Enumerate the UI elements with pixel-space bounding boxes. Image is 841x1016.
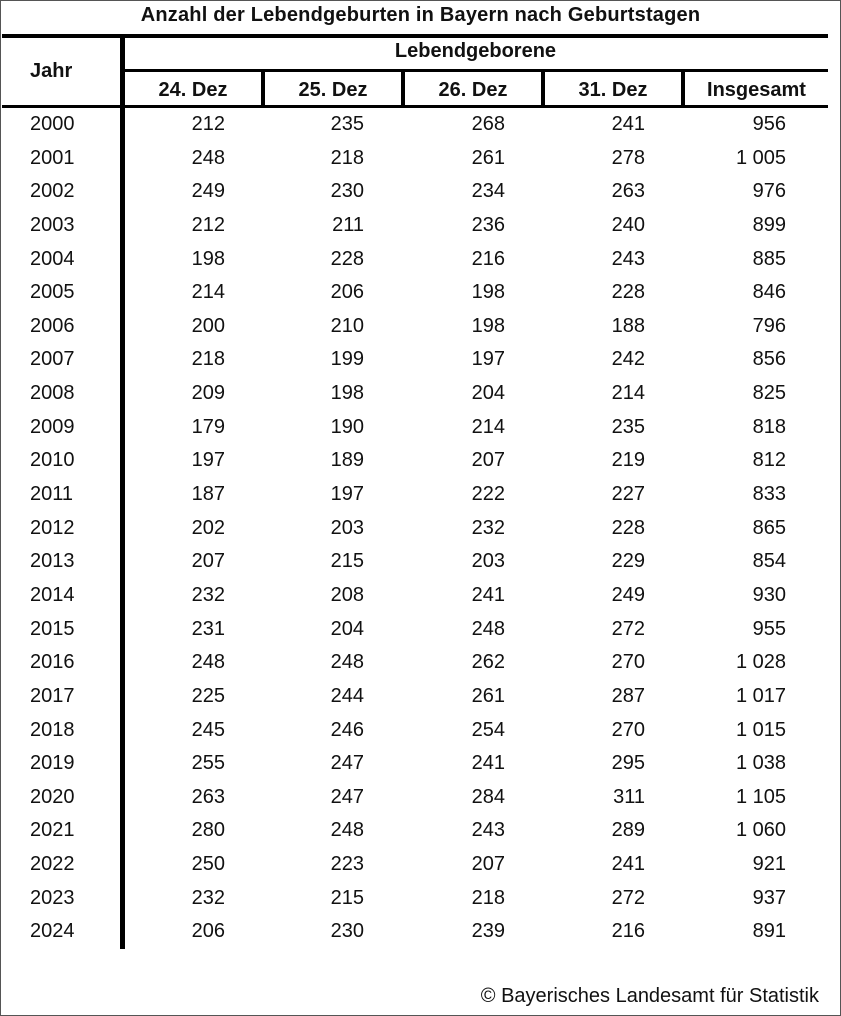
cell-insgesamt: 856 xyxy=(752,348,786,371)
cell-26-dez: 254 xyxy=(471,718,505,741)
cell-26-dez: 222 xyxy=(471,483,505,506)
cell-31-dez: 272 xyxy=(611,886,645,909)
cell-26-dez: 207 xyxy=(471,449,505,472)
cell-24-dez: 218 xyxy=(191,348,225,371)
cell-26-dez: 239 xyxy=(471,920,505,943)
col-header-26-dez: 26. Dez xyxy=(438,79,508,101)
col-header-24-dez: 24. Dez xyxy=(158,79,228,101)
table-row xyxy=(0,478,841,512)
cell-25-dez: 197 xyxy=(330,483,364,506)
cell-25-dez: 208 xyxy=(330,583,364,606)
table-title: Anzahl der Lebendgeburten in Bayern nach Geburtstagen xyxy=(140,4,701,26)
col-header-25-dez: 25. Dez xyxy=(298,79,368,101)
cell-31-dez: 216 xyxy=(611,920,645,943)
cell-year: 2022 xyxy=(30,853,75,876)
table-row xyxy=(0,915,841,949)
cell-year: 2004 xyxy=(30,247,75,270)
cell-25-dez: 211 xyxy=(332,213,364,236)
cell-year: 2021 xyxy=(30,819,75,842)
cell-year: 2019 xyxy=(30,752,75,775)
cell-year: 2001 xyxy=(30,146,75,169)
table-row xyxy=(0,882,841,916)
cell-31-dez: 272 xyxy=(611,617,645,640)
cell-24-dez: 207 xyxy=(191,550,225,573)
cell-31-dez: 295 xyxy=(611,752,645,775)
cell-25-dez: 223 xyxy=(330,853,364,876)
cell-24-dez: 209 xyxy=(191,382,225,405)
cell-31-dez: 241 xyxy=(611,113,645,135)
cell-26-dez: 207 xyxy=(471,853,505,876)
cell-year: 2005 xyxy=(30,281,75,304)
table-row xyxy=(0,545,841,579)
cell-25-dez: 247 xyxy=(330,752,364,775)
cell-25-dez: 248 xyxy=(330,651,364,674)
cell-year: 2017 xyxy=(30,684,75,707)
col-header-31-dez: 31. Dez xyxy=(578,79,648,101)
cell-26-dez: 236 xyxy=(471,213,505,236)
cell-year: 2010 xyxy=(30,449,75,472)
cell-24-dez: 250 xyxy=(191,853,225,876)
cell-24-dez: 280 xyxy=(191,819,225,842)
cell-insgesamt: 955 xyxy=(752,617,786,640)
cell-insgesamt: 891 xyxy=(752,920,786,943)
cell-year: 2015 xyxy=(30,617,75,640)
cell-26-dez: 232 xyxy=(471,516,505,539)
table-row xyxy=(0,243,841,277)
cell-insgesamt: 818 xyxy=(752,415,786,438)
cell-24-dez: 212 xyxy=(191,213,225,236)
header-lebendgeborene: Lebendgeborene xyxy=(394,40,557,62)
cell-insgesamt: 796 xyxy=(752,314,786,337)
cell-25-dez: 199 xyxy=(330,348,364,371)
cell-insgesamt: 1 060 xyxy=(735,819,786,842)
cell-31-dez: 270 xyxy=(611,651,645,674)
cell-31-dez: 214 xyxy=(611,382,645,405)
cell-insgesamt: 865 xyxy=(752,516,786,539)
cell-26-dez: 241 xyxy=(471,752,505,775)
cell-25-dez: 198 xyxy=(330,382,364,405)
cell-31-dez: 270 xyxy=(611,718,645,741)
cell-insgesamt: 885 xyxy=(752,247,786,270)
cell-25-dez: 215 xyxy=(330,550,364,573)
cell-insgesamt: 1 038 xyxy=(735,752,786,775)
cell-26-dez: 197 xyxy=(471,348,505,371)
cell-31-dez: 241 xyxy=(611,853,645,876)
cell-insgesamt: 812 xyxy=(752,449,786,472)
header-jahr: Jahr xyxy=(30,60,73,82)
cell-25-dez: 215 xyxy=(330,886,364,909)
cell-25-dez: 248 xyxy=(330,819,364,842)
table-row xyxy=(0,848,841,882)
cell-insgesamt: 1 015 xyxy=(735,718,786,741)
table-row xyxy=(0,814,841,848)
cell-31-dez: 287 xyxy=(611,684,645,707)
cell-insgesamt: 833 xyxy=(752,483,786,506)
cell-25-dez: 246 xyxy=(330,718,364,741)
cell-25-dez: 203 xyxy=(330,516,364,539)
cell-31-dez: 243 xyxy=(611,247,645,270)
table-row xyxy=(0,175,841,209)
cell-31-dez: 188 xyxy=(611,314,645,337)
cell-insgesamt: 1 017 xyxy=(735,684,786,707)
cell-year: 2013 xyxy=(30,550,75,573)
cell-insgesamt: 1 105 xyxy=(735,785,786,808)
cell-24-dez: 212 xyxy=(191,113,225,135)
cell-31-dez: 311 xyxy=(613,785,645,808)
cell-24-dez: 198 xyxy=(191,247,225,270)
cell-24-dez: 187 xyxy=(191,483,225,506)
cell-year: 2023 xyxy=(30,886,75,909)
cell-25-dez: 230 xyxy=(330,180,364,203)
table-row xyxy=(0,343,841,377)
cell-insgesamt: 976 xyxy=(752,180,786,203)
cell-insgesamt: 937 xyxy=(752,886,786,909)
cell-26-dez: 204 xyxy=(471,382,505,405)
cell-24-dez: 200 xyxy=(191,314,225,337)
copyright-footer: © Bayerisches Landesamt für Statistik xyxy=(480,985,819,1007)
cell-year: 2018 xyxy=(30,718,75,741)
table-row xyxy=(0,276,841,310)
cell-25-dez: 218 xyxy=(330,146,364,169)
cell-31-dez: 278 xyxy=(611,146,645,169)
table-row xyxy=(0,579,841,613)
cell-25-dez: 204 xyxy=(330,617,364,640)
cell-31-dez: 228 xyxy=(611,516,645,539)
cell-25-dez: 247 xyxy=(330,785,364,808)
cell-26-dez: 198 xyxy=(471,314,505,337)
cell-26-dez: 243 xyxy=(471,819,505,842)
cell-insgesamt: 1 028 xyxy=(735,651,786,674)
cell-25-dez: 235 xyxy=(330,113,364,135)
table-row xyxy=(0,209,841,243)
cell-insgesamt: 854 xyxy=(752,550,786,573)
cell-insgesamt: 930 xyxy=(752,583,786,606)
cell-25-dez: 244 xyxy=(330,684,364,707)
cell-year: 2003 xyxy=(30,213,75,236)
cell-31-dez: 289 xyxy=(611,819,645,842)
cell-25-dez: 189 xyxy=(330,449,364,472)
cell-26-dez: 234 xyxy=(471,180,505,203)
cell-31-dez: 229 xyxy=(611,550,645,573)
cell-25-dez: 230 xyxy=(330,920,364,943)
cell-26-dez: 218 xyxy=(471,886,505,909)
cell-26-dez: 248 xyxy=(471,617,505,640)
cell-25-dez: 228 xyxy=(330,247,364,270)
cell-insgesamt: 956 xyxy=(752,113,786,135)
table-row xyxy=(0,714,841,748)
cell-insgesamt: 1 005 xyxy=(735,146,786,169)
cell-year: 2009 xyxy=(30,415,75,438)
cell-26-dez: 216 xyxy=(471,247,505,270)
table-row xyxy=(0,680,841,714)
cell-31-dez: 249 xyxy=(611,583,645,606)
cell-24-dez: 232 xyxy=(191,886,225,909)
cell-insgesamt: 921 xyxy=(752,853,786,876)
cell-24-dez: 231 xyxy=(191,617,225,640)
cell-year: 2011 xyxy=(30,483,74,506)
cell-24-dez: 197 xyxy=(191,449,225,472)
rule-group xyxy=(124,69,828,72)
cell-24-dez: 249 xyxy=(191,180,225,203)
cell-25-dez: 210 xyxy=(330,314,364,337)
cell-31-dez: 263 xyxy=(611,180,645,203)
table-row xyxy=(0,781,841,815)
table-row xyxy=(0,411,841,445)
cell-year: 2000 xyxy=(30,113,75,135)
cell-year: 2007 xyxy=(30,348,75,371)
table-row xyxy=(0,377,841,411)
table-row xyxy=(0,747,841,781)
cell-24-dez: 248 xyxy=(191,146,225,169)
cell-year: 2014 xyxy=(30,583,75,606)
cell-24-dez: 255 xyxy=(191,752,225,775)
cell-31-dez: 228 xyxy=(611,281,645,304)
cell-year: 2012 xyxy=(30,516,75,539)
table-row xyxy=(0,646,841,680)
cell-26-dez: 261 xyxy=(471,684,505,707)
cell-24-dez: 248 xyxy=(191,651,225,674)
cell-26-dez: 262 xyxy=(471,651,505,674)
table-row xyxy=(0,108,841,142)
cell-year: 2020 xyxy=(30,785,75,808)
cell-31-dez: 235 xyxy=(611,415,645,438)
table-row xyxy=(0,512,841,546)
cell-insgesamt: 825 xyxy=(752,382,786,405)
cell-year: 2016 xyxy=(30,651,75,674)
cell-31-dez: 242 xyxy=(611,348,645,371)
cell-year: 2006 xyxy=(30,314,75,337)
cell-26-dez: 203 xyxy=(471,550,505,573)
cell-24-dez: 245 xyxy=(191,718,225,741)
cell-24-dez: 232 xyxy=(191,583,225,606)
cell-insgesamt: 846 xyxy=(752,281,786,304)
cell-year: 2008 xyxy=(30,382,75,405)
cell-26-dez: 268 xyxy=(471,113,505,135)
cell-26-dez: 261 xyxy=(471,146,505,169)
cell-25-dez: 190 xyxy=(330,415,364,438)
cell-26-dez: 284 xyxy=(471,785,505,808)
cell-year: 2002 xyxy=(30,180,75,203)
cell-31-dez: 240 xyxy=(611,213,645,236)
cell-31-dez: 227 xyxy=(611,483,645,506)
col-header-insgesamt: Insgesamt xyxy=(707,79,806,101)
cell-24-dez: 225 xyxy=(191,684,225,707)
cell-25-dez: 206 xyxy=(330,281,364,304)
table-row xyxy=(0,310,841,344)
table-row xyxy=(0,142,841,176)
rule-top xyxy=(2,34,828,38)
table-row xyxy=(0,444,841,478)
cell-26-dez: 241 xyxy=(471,583,505,606)
cell-26-dez: 214 xyxy=(471,415,505,438)
cell-year: 2024 xyxy=(30,920,75,943)
table-row xyxy=(0,613,841,647)
cell-26-dez: 198 xyxy=(471,281,505,304)
cell-insgesamt: 899 xyxy=(752,213,786,236)
cell-31-dez: 219 xyxy=(611,449,645,472)
cell-24-dez: 202 xyxy=(191,516,225,539)
cell-24-dez: 214 xyxy=(191,281,225,304)
cell-24-dez: 263 xyxy=(191,785,225,808)
table-body xyxy=(0,108,841,949)
cell-24-dez: 179 xyxy=(191,415,225,438)
cell-24-dez: 206 xyxy=(191,920,225,943)
